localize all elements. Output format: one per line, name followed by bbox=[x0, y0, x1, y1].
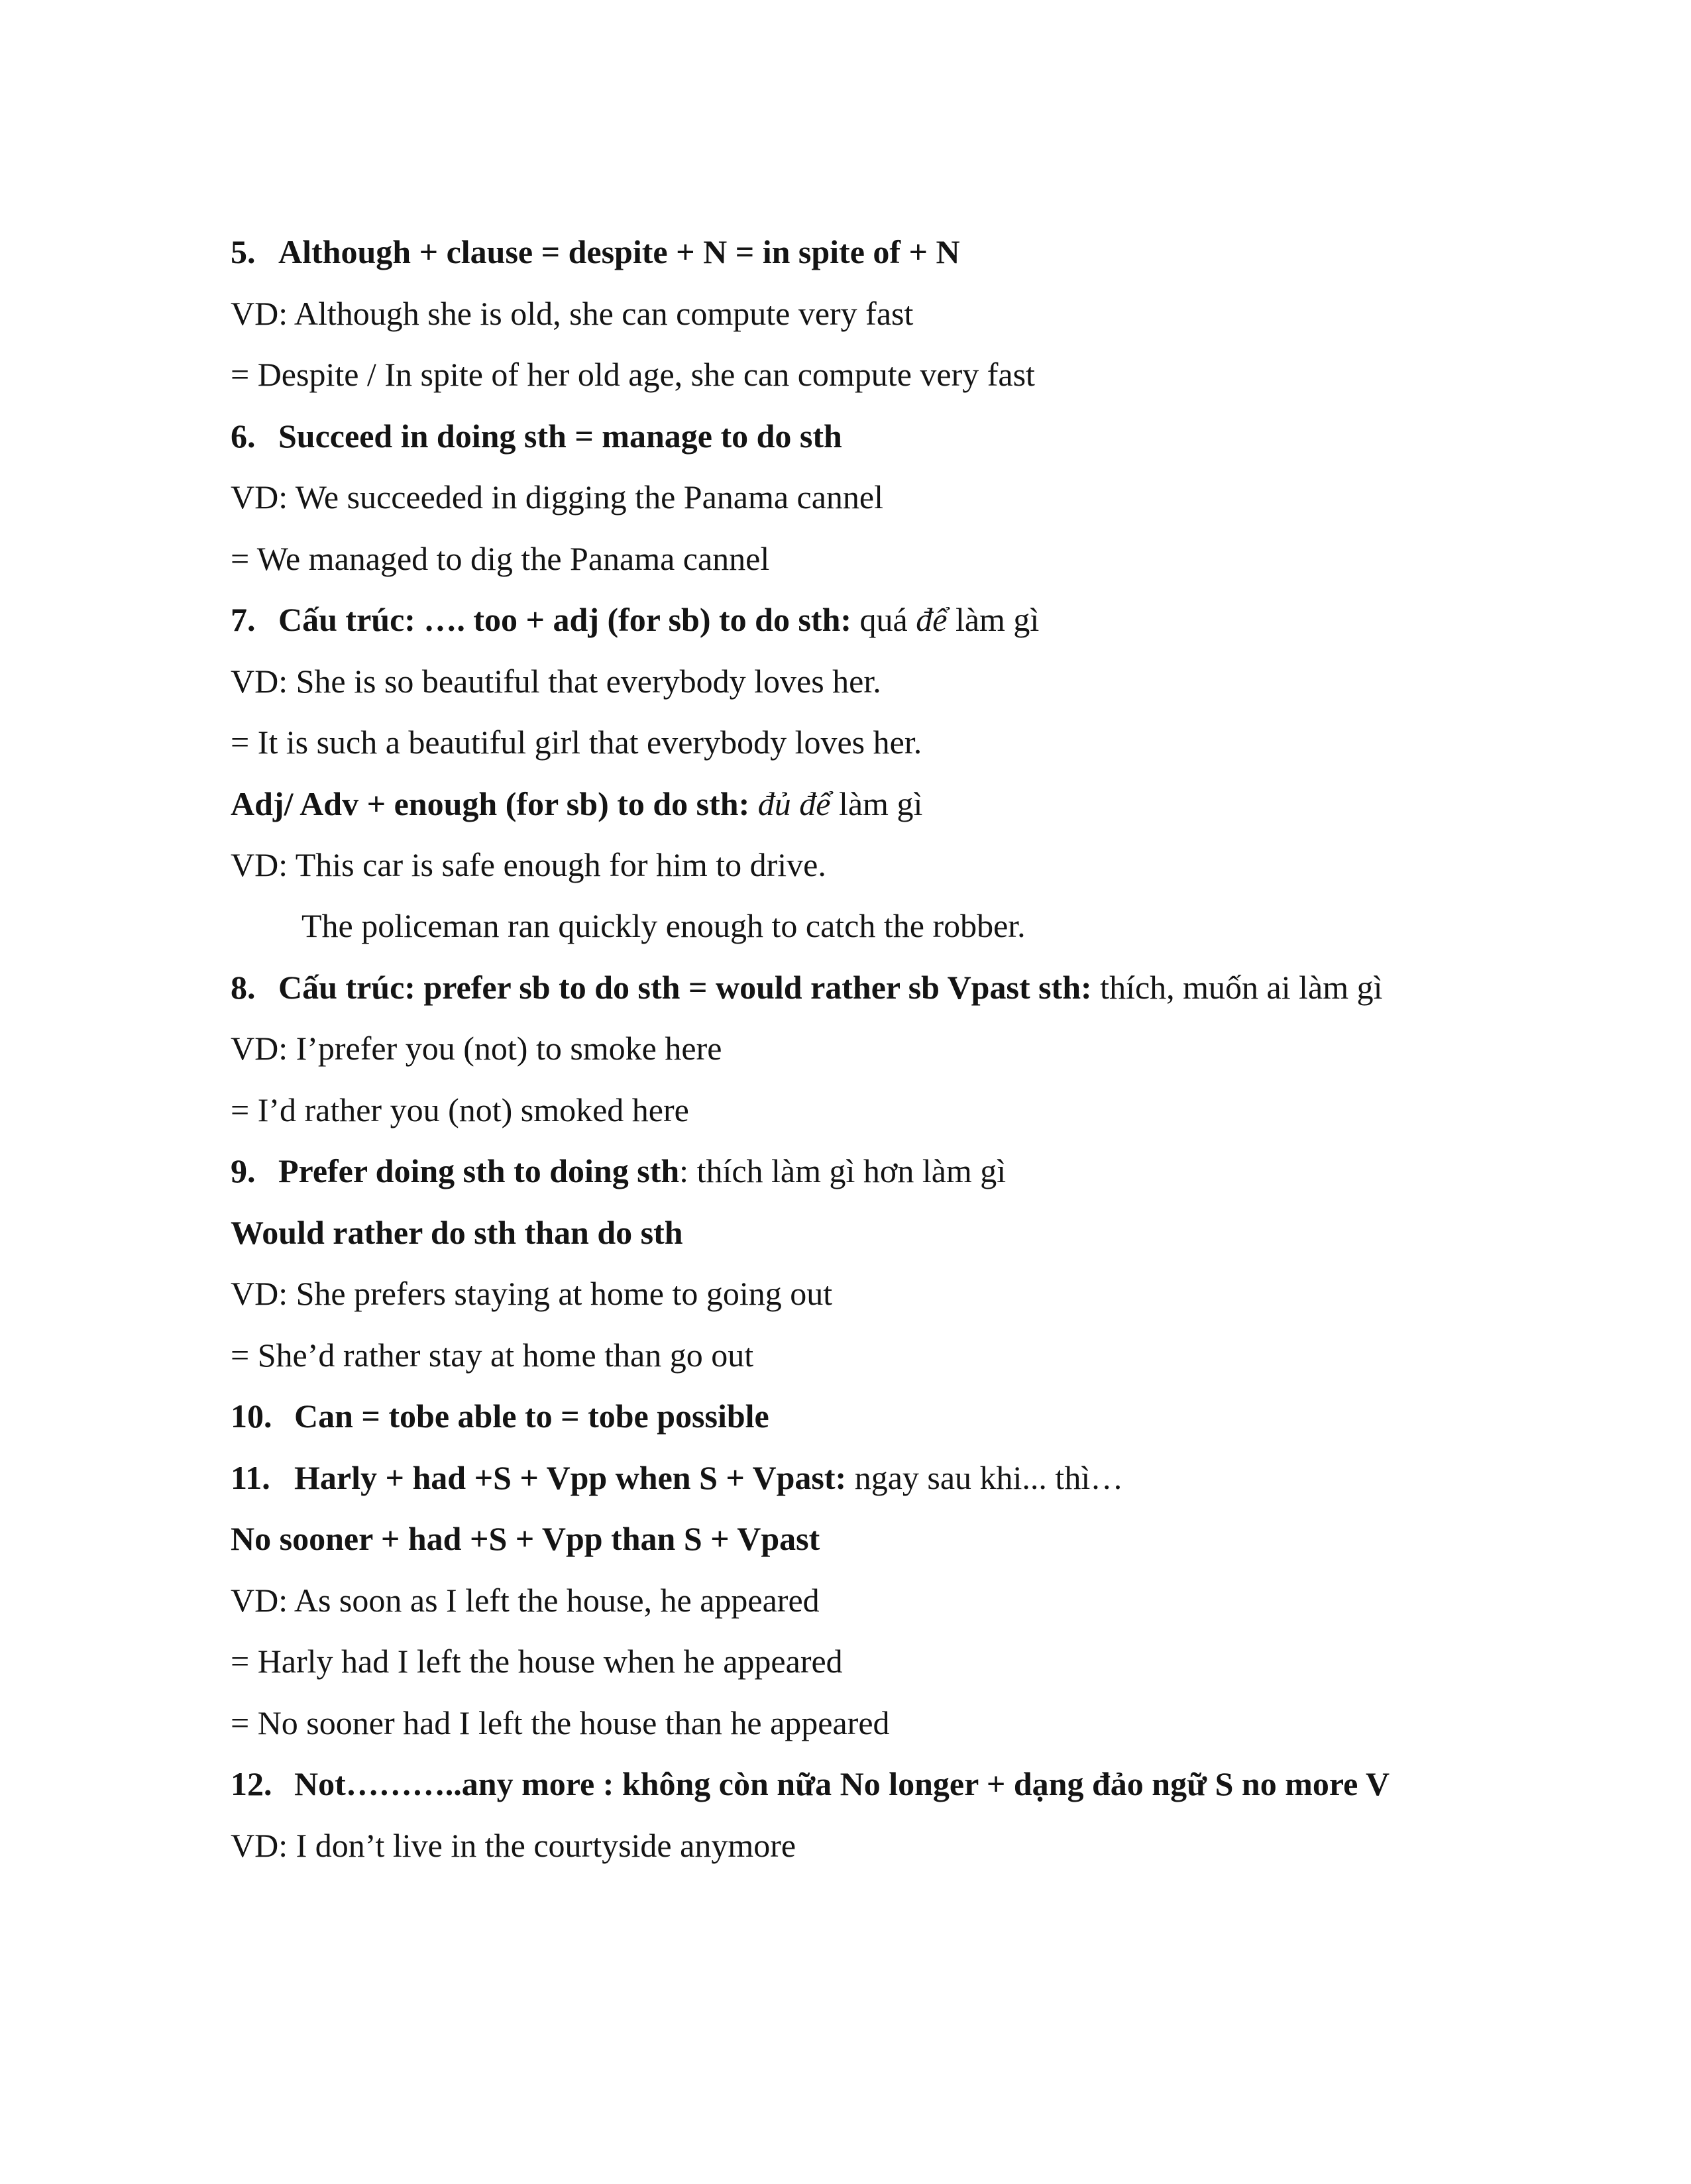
rule-5-example-2: = Despite / In spite of her old age, she can compute very fast bbox=[231, 356, 1035, 393]
rule-meaning-italic: để bbox=[916, 601, 948, 638]
item-number: 5. bbox=[231, 233, 256, 270]
rule-7b-example-1: VD: This car is safe enough for him to drive. bbox=[231, 846, 826, 883]
rule-5-example-1: VD: Although she is old, she can compute very fast bbox=[231, 295, 914, 332]
rule-11-heading bbox=[231, 1458, 1123, 1498]
rule-7-example-1: VD: She is so beautiful that everybody loves her. bbox=[231, 663, 881, 700]
rule-12-heading bbox=[231, 1764, 1390, 1804]
rule-6-heading bbox=[231, 416, 842, 456]
rule-7-heading bbox=[231, 600, 1039, 639]
rule-9-heading bbox=[231, 1151, 1006, 1191]
rule-11-example-3: = No sooner had I left the house than he appeared bbox=[231, 1704, 890, 1741]
item-number: 7. bbox=[231, 601, 256, 638]
rule-8-example-2: = I’d rather you (not) smoked here bbox=[231, 1091, 689, 1128]
rule-8-heading bbox=[231, 967, 1383, 1007]
item-number: 10. bbox=[231, 1397, 272, 1435]
rule-11-example-1: VD: As soon as I left the house, he appeared bbox=[231, 1582, 820, 1619]
rule-7b-heading bbox=[231, 784, 922, 824]
rule-text: Cấu trúc: …. too + adj (for sb) to do sth: bbox=[278, 601, 852, 638]
rule-text: Cấu trúc: prefer sb to do sth = would rather sb Vpast sth: bbox=[278, 969, 1092, 1006]
item-number: 6. bbox=[231, 417, 256, 455]
rule-7b-example-2: The policeman ran quickly enough to catch the robber. bbox=[301, 907, 1026, 944]
rule-11-example-2: = Harly had I left the house when he appeared bbox=[231, 1643, 843, 1680]
rule-text: Harly + had +S + Vpp when S + Vpast: bbox=[294, 1459, 847, 1496]
rule-meaning: ngay sau khi... thì… bbox=[846, 1459, 1124, 1496]
rule-9-example-2: = She’d rather stay at home than go out bbox=[231, 1337, 754, 1374]
rule-9-example-1: VD: She prefers staying at home to going out bbox=[231, 1275, 833, 1312]
rule-meaning: quá bbox=[851, 601, 916, 638]
rule-9b-heading: Would rather do sth than do sth bbox=[231, 1214, 683, 1251]
rule-10-heading bbox=[231, 1396, 769, 1436]
rule-meaning: : thích làm gì hơn làm gì bbox=[679, 1152, 1007, 1189]
rule-12-example-1: VD: I don’t live in the courtyside anymore bbox=[231, 1827, 796, 1864]
rule-meaning-italic: đủ để bbox=[749, 785, 831, 822]
rule-6-example-1: VD: We succeeded in digging the Panama cannel bbox=[231, 478, 884, 516]
item-number: 8. bbox=[231, 969, 256, 1006]
rule-11b-heading: No sooner + had +S + Vpp than S + Vpast bbox=[231, 1520, 820, 1557]
rule-6-example-2: = We managed to dig the Panama cannel bbox=[231, 540, 770, 577]
rule-meaning: thích, muốn ai làm gì bbox=[1091, 969, 1383, 1006]
rule-text: Prefer doing sth to doing sth bbox=[278, 1152, 680, 1189]
rule-text: Adj/ Adv + enough (for sb) to do sth: bbox=[231, 785, 750, 822]
item-number: 9. bbox=[231, 1152, 256, 1189]
rule-text: Not………..any more : không còn nữa No longer + dạng đảo ngữ S no more V bbox=[294, 1765, 1390, 1802]
rule-5-heading bbox=[231, 232, 960, 272]
rule-meaning-end: làm gì bbox=[947, 601, 1040, 638]
rule-meaning-end: làm gì bbox=[830, 785, 923, 822]
rule-7-example-2: = It is such a beautiful girl that everybody loves her. bbox=[231, 724, 922, 761]
rule-text: Succeed in doing sth = manage to do sth bbox=[278, 417, 842, 455]
item-number: 11. bbox=[231, 1459, 270, 1496]
item-number: 12. bbox=[231, 1765, 272, 1802]
rule-text: Can = tobe able to = tobe possible bbox=[294, 1397, 769, 1435]
rule-text: Although + clause = despite + N = in spite of + N bbox=[278, 233, 960, 270]
rule-8-example-1: VD: I’prefer you (not) to smoke here bbox=[231, 1030, 722, 1067]
